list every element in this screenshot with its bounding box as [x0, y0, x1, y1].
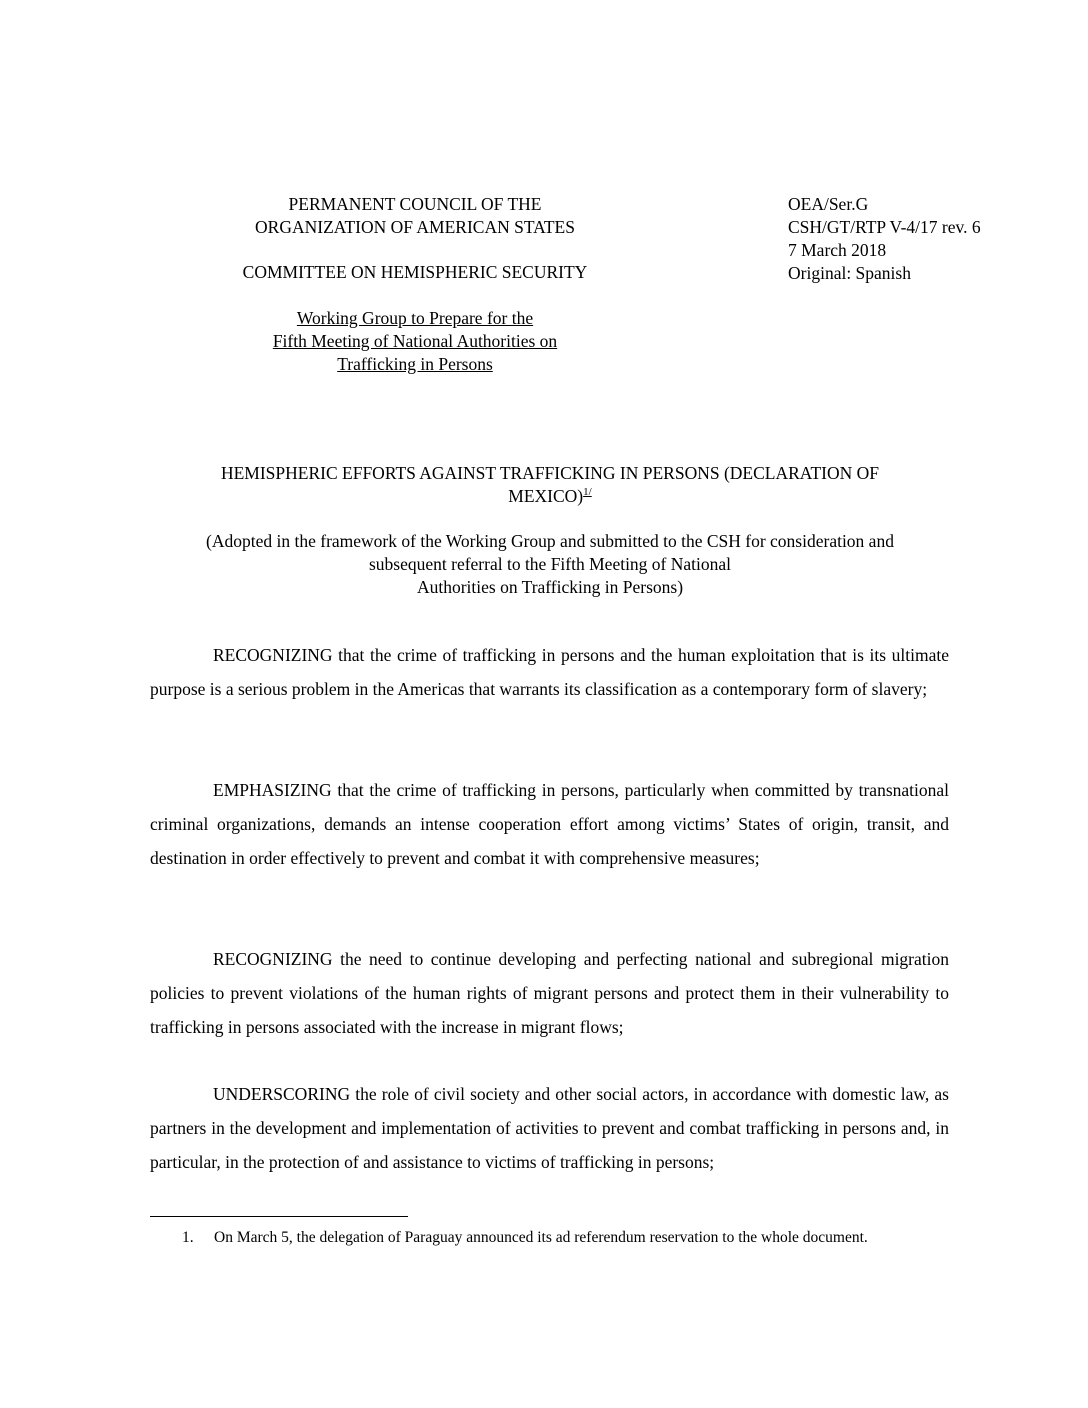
footnote [150, 1228, 949, 1248]
council-line-1: PERMANENT COUNCIL OF THE [288, 194, 542, 214]
subtitle-line-1: (Adopted in the framework of the Working Group and submitted to the CSH for consideration and [206, 531, 894, 551]
title-line-2: MEXICO) [508, 486, 584, 506]
working-group-line-2: Fifth Meeting of National Authorities on [272, 331, 558, 351]
working-group-line-3: Trafficking in Persons [337, 354, 493, 374]
document-subtitle [150, 530, 950, 599]
council-line-2: ORGANIZATION OF AMERICAN STATES [255, 217, 575, 237]
preamble-paragraph: EMPHASIZING that the crime of trafficking in persons, particularly when committed by transnational criminal organizations, demands an intense cooperation effort among victims’ States of origin, transit, and destination in order effectively to prevent and combat it with comprehensive measures; [150, 780, 949, 868]
subtitle-line-3: Authorities on Trafficking in Persons) [416, 577, 684, 597]
doc-original-language: Original: Spanish [788, 263, 911, 283]
working-group-heading [150, 307, 680, 376]
council-heading [150, 193, 680, 239]
subtitle-line-2: subsequent referral to the Fifth Meeting of National [368, 554, 732, 574]
document-title [150, 462, 950, 508]
preamble-paragraph: RECOGNIZING the need to continue developing and perfecting national and subregional migration policies to prevent violations of the human rights of migrant persons and protect them in their vulnerability to trafficking in persons associated with the increase in migrant flows; [150, 949, 949, 1037]
document-reference [788, 193, 1048, 285]
preamble-paragraph: UNDERSCORING the role of civil society and other social actors, in accordance with domestic law, as partners in the development and implementation of activities to prevent and combat trafficking in persons and, in particular, in the protection of and assistance to victims of trafficking in persons; [150, 1084, 949, 1172]
footnote-text: On March 5, the delegation of Paraguay announced its ad referendum reservation to the whole document. [214, 1229, 868, 1246]
footnote-marker[interactable]: 1/ [583, 486, 592, 499]
doc-number: CSH/GT/RTP V-4/17 rev. 6 [788, 217, 981, 237]
title-line-1: HEMISPHERIC EFFORTS AGAINST TRAFFICKING IN PERSONS (DECLARATION OF [220, 463, 880, 483]
doc-series: OEA/Ser.G [788, 194, 869, 214]
working-group-line-1: Working Group to Prepare for the [296, 308, 534, 328]
preamble-paragraph: RECOGNIZING that the crime of trafficking in persons and the human exploitation that is its ultimate purpose is a serious problem in the Americas that warrants its classification as a contemporary form of slavery; [150, 645, 949, 699]
committee-heading: COMMITTEE ON HEMISPHERIC SECURITY [242, 262, 588, 282]
footnote-number: 1. [182, 1229, 194, 1246]
doc-date: 7 March 2018 [788, 240, 887, 260]
footnote-divider [150, 1216, 408, 1217]
title-line-2-wrap [150, 485, 950, 508]
